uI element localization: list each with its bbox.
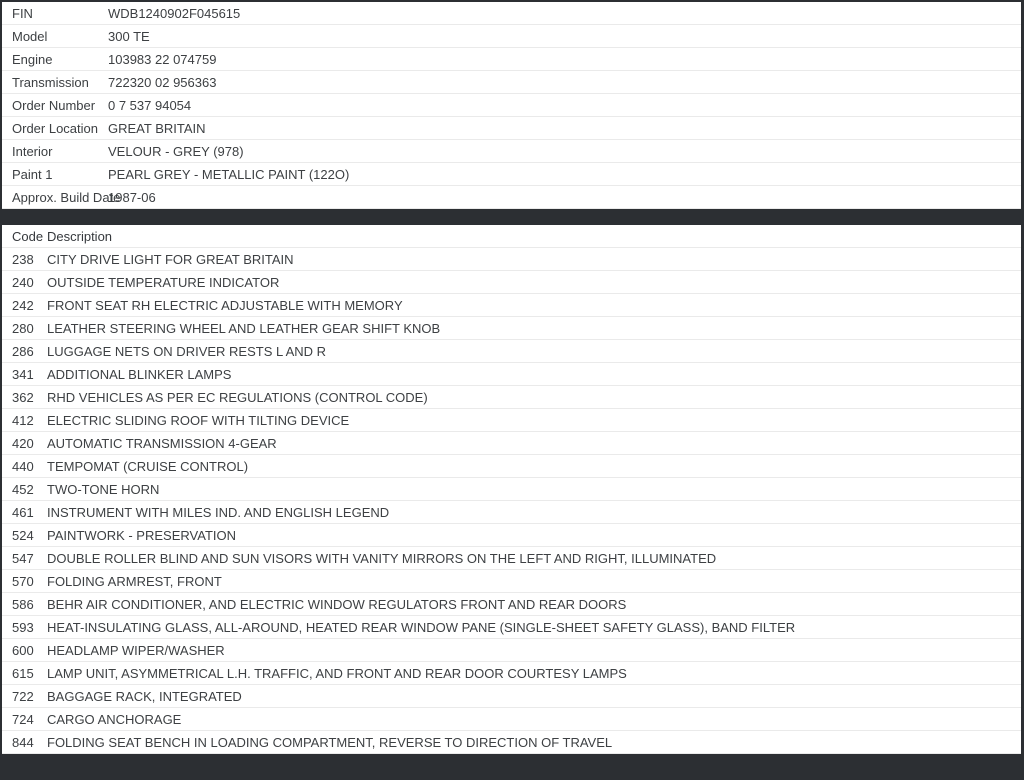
code-column-header: Code [12, 228, 44, 244]
option-description: LUGGAGE NETS ON DRIVER RESTS L AND R [47, 343, 327, 359]
option-code-row [2, 386, 1021, 409]
description-column-header: Description [47, 228, 113, 244]
option-description: ELECTRIC SLIDING ROOF WITH TILTING DEVICE [47, 412, 350, 428]
option-description: TWO-TONE HORN [47, 481, 160, 497]
field-value: 722320 02 956363 [108, 74, 217, 90]
field-label: Order Number [12, 97, 96, 113]
vehicle-info-table [2, 2, 1021, 209]
vehicle-info-rows [2, 2, 1021, 209]
vehicle-info-row [2, 25, 1021, 48]
option-code: 362 [12, 389, 34, 405]
option-code: 452 [12, 481, 34, 497]
option-code: 420 [12, 435, 34, 451]
option-description: CARGO ANCHORAGE [47, 711, 182, 727]
option-code: 570 [12, 573, 34, 589]
option-description: RHD VEHICLES AS PER EC REGULATIONS (CONTROL CODE) [47, 389, 428, 405]
option-code-row [2, 616, 1021, 639]
field-label: FIN [12, 5, 33, 21]
option-code-row [2, 271, 1021, 294]
option-code: 341 [12, 366, 34, 382]
field-label: Approx. Build Date [12, 189, 121, 205]
field-label: Transmission [12, 74, 89, 90]
option-description: CITY DRIVE LIGHT FOR GREAT BRITAIN [47, 251, 294, 267]
option-code-row [2, 593, 1021, 616]
option-code-row [2, 731, 1021, 754]
option-code-row [2, 340, 1021, 363]
option-code: 242 [12, 297, 34, 313]
vehicle-info-row [2, 2, 1021, 25]
option-code: 724 [12, 711, 34, 727]
option-description: FOLDING ARMREST, FRONT [47, 573, 222, 589]
vehicle-info-row [2, 71, 1021, 94]
option-description: LEATHER STEERING WHEEL AND LEATHER GEAR SHIFT KNOB [47, 320, 441, 336]
field-label: Model [12, 28, 48, 44]
option-code: 286 [12, 343, 34, 359]
option-code-row [2, 409, 1021, 432]
option-code-row [2, 455, 1021, 478]
option-description: HEADLAMP WIPER/WASHER [47, 642, 225, 658]
field-value: VELOUR - GREY (978) [108, 143, 244, 159]
option-code: 440 [12, 458, 34, 474]
field-value: GREAT BRITAIN [108, 120, 206, 136]
vehicle-info-row [2, 94, 1021, 117]
option-code: 593 [12, 619, 34, 635]
option-code: 844 [12, 734, 34, 750]
option-description: ADDITIONAL BLINKER LAMPS [47, 366, 232, 382]
option-description: OUTSIDE TEMPERATURE INDICATOR [47, 274, 280, 290]
option-description: LAMP UNIT, ASYMMETRICAL L.H. TRAFFIC, AND FRONT AND REAR DOOR COURTESY LAMPS [47, 665, 627, 681]
option-code-row [2, 708, 1021, 731]
field-value: 103983 22 074759 [108, 51, 217, 67]
vehicle-info-row [2, 140, 1021, 163]
option-code: 240 [12, 274, 34, 290]
option-description: FRONT SEAT RH ELECTRIC ADJUSTABLE WITH MEMORY [47, 297, 403, 313]
options-table [2, 225, 1021, 754]
field-value: 0 7 537 94054 [108, 97, 192, 113]
field-label: Order Location [12, 120, 98, 136]
field-value: 1987-06 [108, 189, 156, 205]
vehicle-info-row [2, 48, 1021, 71]
vehicle-info-row [2, 117, 1021, 140]
option-code: 524 [12, 527, 34, 543]
option-code-row [2, 570, 1021, 593]
option-description: BEHR AIR CONDITIONER, AND ELECTRIC WINDOW REGULATORS FRONT AND REAR DOORS [47, 596, 627, 612]
option-code-row [2, 547, 1021, 570]
field-value: 300 TE [108, 28, 150, 44]
field-label: Paint 1 [12, 166, 53, 182]
vehicle-info-row [2, 163, 1021, 186]
option-description: FOLDING SEAT BENCH IN LOADING COMPARTMENT, REVERSE TO DIRECTION OF TRAVEL [47, 734, 613, 750]
field-value: WDB1240902F045615 [108, 5, 241, 21]
field-value: PEARL GREY - METALLIC PAINT (122O) [108, 166, 350, 182]
option-code: 238 [12, 251, 34, 267]
option-code: 586 [12, 596, 34, 612]
field-label: Interior [12, 143, 53, 159]
option-code-row [2, 501, 1021, 524]
option-description: AUTOMATIC TRANSMISSION 4-GEAR [47, 435, 277, 451]
option-description: TEMPOMAT (CRUISE CONTROL) [47, 458, 249, 474]
option-code-row [2, 317, 1021, 340]
option-code-row [2, 294, 1021, 317]
option-description: INSTRUMENT WITH MILES IND. AND ENGLISH LEGEND [47, 504, 390, 520]
option-code: 547 [12, 550, 34, 566]
field-label: Engine [12, 51, 53, 67]
option-code: 615 [12, 665, 34, 681]
option-code-row [2, 432, 1021, 455]
option-code-row [2, 524, 1021, 547]
option-code: 722 [12, 688, 34, 704]
option-description: BAGGAGE RACK, INTEGRATED [47, 688, 242, 704]
option-code-row [2, 639, 1021, 662]
option-description: PAINTWORK - PRESERVATION [47, 527, 237, 543]
option-description: HEAT-INSULATING GLASS, ALL-AROUND, HEATED REAR WINDOW PANE (SINGLE-SHEET SAFETY GLASS), BAND FILTER [47, 619, 796, 635]
option-code: 280 [12, 320, 34, 336]
option-code-row [2, 248, 1021, 271]
option-code-row [2, 685, 1021, 708]
options-table-header [2, 225, 1021, 248]
options-table-rows [2, 248, 1021, 754]
option-code: 461 [12, 504, 34, 520]
option-code-row [2, 662, 1021, 685]
section-divider [2, 209, 1021, 225]
option-code: 412 [12, 412, 34, 428]
option-description: DOUBLE ROLLER BLIND AND SUN VISORS WITH VANITY MIRRORS ON THE LEFT AND RIGHT, ILLUMINATED [47, 550, 717, 566]
option-code-row [2, 478, 1021, 501]
vehicle-info-row [2, 186, 1021, 209]
option-code: 600 [12, 642, 34, 658]
option-code-row [2, 363, 1021, 386]
